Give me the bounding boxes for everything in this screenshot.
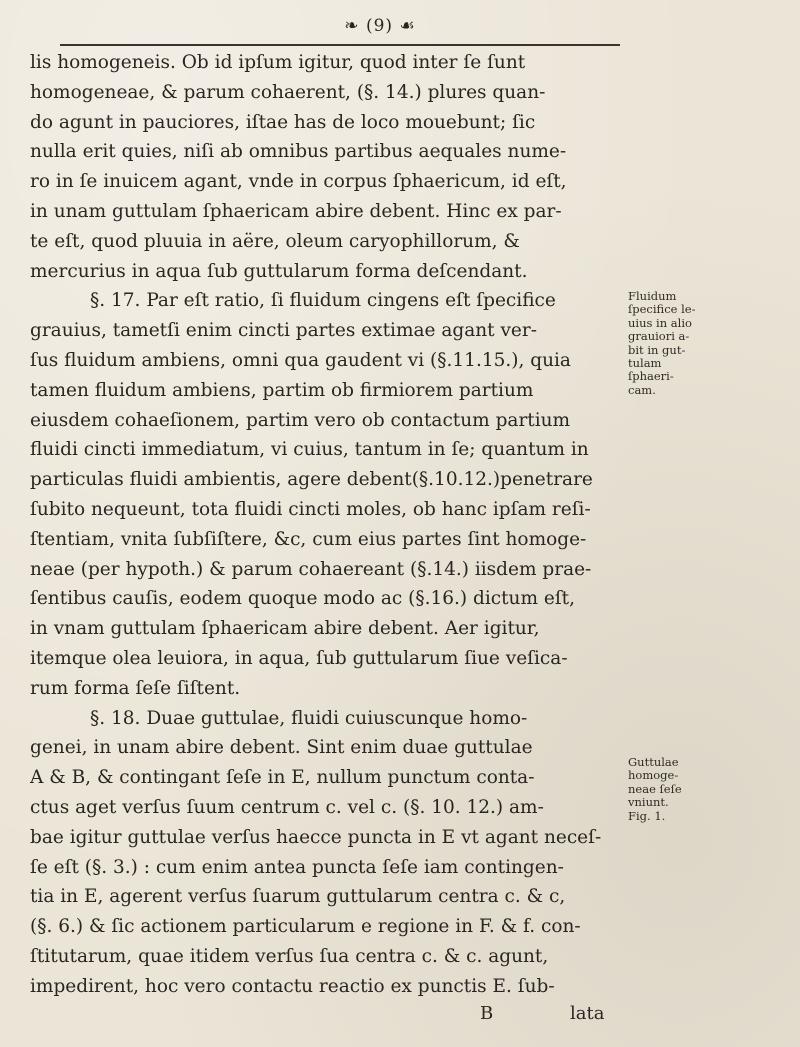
margin-line: uius in alio: [628, 315, 692, 330]
main-text: [30, 48, 620, 1002]
text-line: bae igitur guttulae verſus haecce puncta in E vt agant neceſ-: [30, 826, 602, 848]
text-line: ſubito nequeunt, tota fluidi cincti moles, ob hanc ipſam reſi-: [30, 498, 591, 520]
section-heading-18: §. 18. Duae guttulae, fluidi cuiuscunque homo-: [90, 707, 528, 729]
text-line: lis homogeneis. Ob id ipſum igitur, quod inter ſe ſunt: [30, 52, 526, 73]
marginal-note-guttulae: [628, 756, 718, 823]
text-line: ſtitutarum, quae itidem verſus ſua centra c. & c. agunt,: [30, 945, 549, 967]
marginal-note-fluidum: [628, 290, 718, 397]
text-line: eiusdem cohaeſionem, partim vero ob contactum partium: [30, 409, 571, 431]
text-line: nulla erit quies, niſi ab omnibus partibus aequales nume-: [30, 141, 567, 163]
page-number: (9): [365, 16, 394, 36]
text-line: te eſt, quod pluuia in aëre, oleum caryophillorum, &: [30, 230, 520, 252]
text-line: ſus fluidum ambiens, omni qua gaudent vi (§.11.15.), quia: [30, 349, 571, 371]
text-line: A & B, & contingant ſeſe in E, nullum punctum conta-: [30, 767, 535, 789]
text-line: itemque olea leuiora, in aqua, ſub guttularum ſiue veſica-: [30, 647, 568, 669]
margin-line: ſpecifice le-: [628, 302, 696, 317]
text-line: impedirent, hoc vero contactu reactio ex punctis E. ſub-: [30, 975, 555, 997]
margin-line: vniunt.: [628, 795, 669, 810]
text-line: (§. 6.) & ſic actionem particularum e regione in F. & f. con-: [30, 916, 581, 938]
margin-line: bit in gut-: [628, 342, 686, 357]
margin-line: ſphaeri-: [628, 369, 674, 384]
text-line: genei, in unam abire debent. Sint enim duae guttulae: [30, 737, 533, 759]
text-line: grauius, tametſi enim cincti partes extimae agant ver-: [30, 320, 537, 342]
margin-line: grauiori a-: [628, 329, 690, 344]
text-line: tia in E, agerent verſus ſuarum guttularum centra c. & c,: [30, 886, 566, 908]
header-ornament-right: ☙: [393, 16, 416, 36]
text-line: ſtentiam, vnita ſubſiſtere, &c, cum eius partes ſint homoge-: [30, 528, 587, 550]
catchword: lata: [570, 1003, 605, 1024]
text-line: mercurius in aqua ſub guttularum forma deſcendant.: [30, 260, 528, 282]
section-heading-17: §. 17. Par eſt ratio, ſi fluidum cingens eſt ſpecifice: [90, 290, 556, 312]
margin-line: neae ſeſe: [628, 781, 682, 796]
page-header: [300, 16, 460, 46]
text-line: do agunt in pauciores, iſtae has de loco mouebunt; ſic: [30, 111, 536, 133]
text-line: fluidi cincti immediatum, vi cuius, tantum in ſe; quantum in: [30, 439, 589, 461]
text-line: neae (per hypoth.) & parum cohaereant (§.14.) iisdem prae-: [30, 558, 592, 580]
header-rule: [60, 44, 620, 46]
text-line: in unam guttulam ſphaericam abire debent. Hinc ex par-: [30, 200, 562, 222]
text-line: ro in ſe inuicem agant, vnde in corpus ſphaericum, id eſt,: [30, 171, 567, 193]
text-line: rum forma ſeſe ſiſtent.: [30, 677, 241, 699]
text-line: homogeneae, & parum cohaerent, (§. 14.) plures quan-: [30, 81, 546, 103]
header-ornament-left: ❧: [344, 16, 366, 36]
signature-mark: B: [480, 1003, 494, 1024]
margin-line: Fluidum: [628, 289, 677, 303]
margin-line: cam.: [628, 382, 656, 397]
margin-line: Guttulae: [628, 755, 679, 769]
text-line: in vnam guttulam ſphaericam abire debent. Aer igitur,: [30, 618, 540, 640]
margin-line: Fig. 1.: [628, 808, 666, 823]
text-line: particulas fluidi ambientis, agere debent(§.10.12.)penetrare: [30, 469, 593, 491]
text-line: ſe eſt (§. 3.) : cum enim antea puncta ſeſe iam contingen-: [30, 856, 564, 878]
text-line: tamen fluidum ambiens, partim ob firmiorem partium: [30, 379, 534, 401]
text-line: ſentibus cauſis, eodem quoque modo ac (§.16.) dictum eſt,: [30, 588, 575, 610]
margin-line: tulam: [628, 356, 662, 371]
margin-line: homoge-: [628, 768, 679, 783]
text-line: ctus aget verſus ſuum centrum c. vel c. (§. 10. 12.) am-: [30, 796, 544, 818]
